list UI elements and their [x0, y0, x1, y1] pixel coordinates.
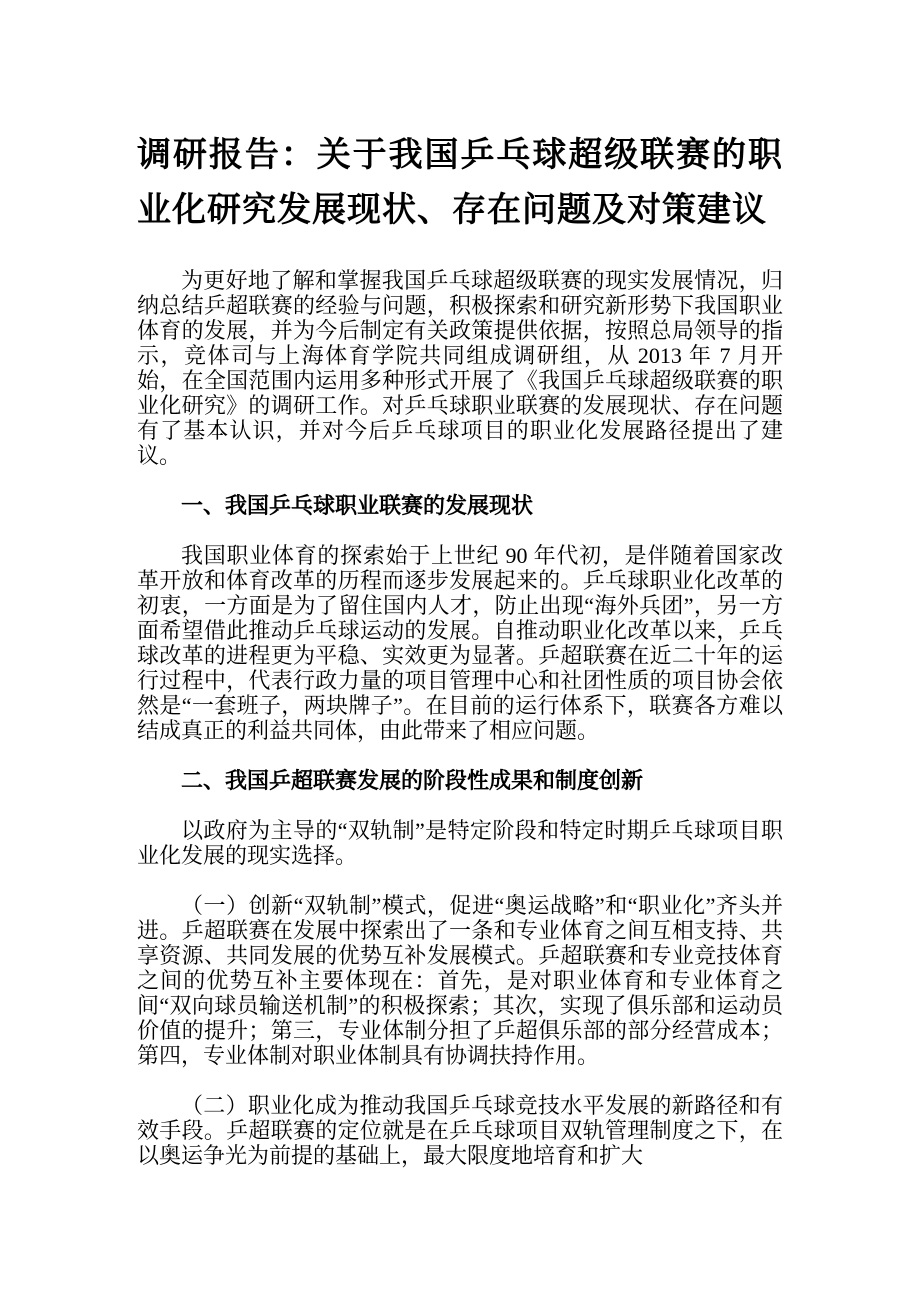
section-1-paragraph: 我国职业体育的探索始于上世纪 90 年代初，是伴随着国家改革开放和体育改革的历程而逐步发展起来的。乒乓球职业化改革的初衷，一方面是为了留住国内人才，防止出现“海外兵团”，另一方面希望借此推动乒乓球运动的发展。自推动职业化改革以来，乒乓球改革的进程更为平稳、实效更为显著。乒超联赛在近二十年的运行过程中，代表行政力量的项目管理中心和社团性质的项目协会依然是“一套班子，两块牌子”。在目前的运行体系下，联赛各方难以结成真正的利益共同体，由此带来了相应问题。 [137, 543, 783, 743]
section-2-paragraph-2: （一）创新“双轨制”模式，促进“奥运战略”和“职业化”齐头并进。乒超联赛在发展中探索出了一条和专业体育之间互相支持、共享资源、共同发展的优势互补发展模式。乒超联赛和专业竞技体育之间的优势互补主要体现在：首先，是对职业体育和专业体育之间“双向球员输送机制”的积极探索；其次，实现了俱乐部和运动员价值的提升；第三，专业体制分担了乒超俱乐部的部分经营成本；第四，专业体制对职业体制具有协调扶持作用。 [137, 893, 783, 1068]
section-2-heading: 二、我国乒超联赛发展的阶段性成果和制度创新 [181, 768, 644, 793]
section-1-heading: 一、我国乒乓球职业联赛的发展现状 [181, 493, 534, 518]
document-title: 调研报告：关于我国乒乓球超级联赛的职业化研究发展现状、存在问题及对策建议 [137, 137, 783, 229]
intro-paragraph: 为更好地了解和掌握我国乒乓球超级联赛的现实发展情况，归纳总结乒超联赛的经验与问题，积极探索和研究新形势下我国职业体育的发展，并为今后制定有关政策提供依据，按照总局领导的指示，竞体司与上海体育学院共同组成调研组，从 2013 年 7 月开始，在全国范围内运用多种形式开展了《我国乒乓球超级联赛的职业化研究》的调研工作。对乒乓球职业联赛的发展现状、存在问题有了基本认识，并对今后乒乓球项目的职业化发展路径提出了建议。 [137, 268, 783, 468]
section-2-paragraph-1: 以政府为主导的“双轨制”是特定阶段和特定时期乒乓球项目职业化发展的现实选择。 [137, 818, 783, 868]
section-2-paragraph-3: （二）职业化成为推动我国乒乓球竞技水平发展的新路径和有效手段。乒超联赛的定位就是在乒乓球项目双轨管理制度之下，在以奥运争光为前提的基础上，最大限度地培育和扩大 [137, 1093, 783, 1168]
